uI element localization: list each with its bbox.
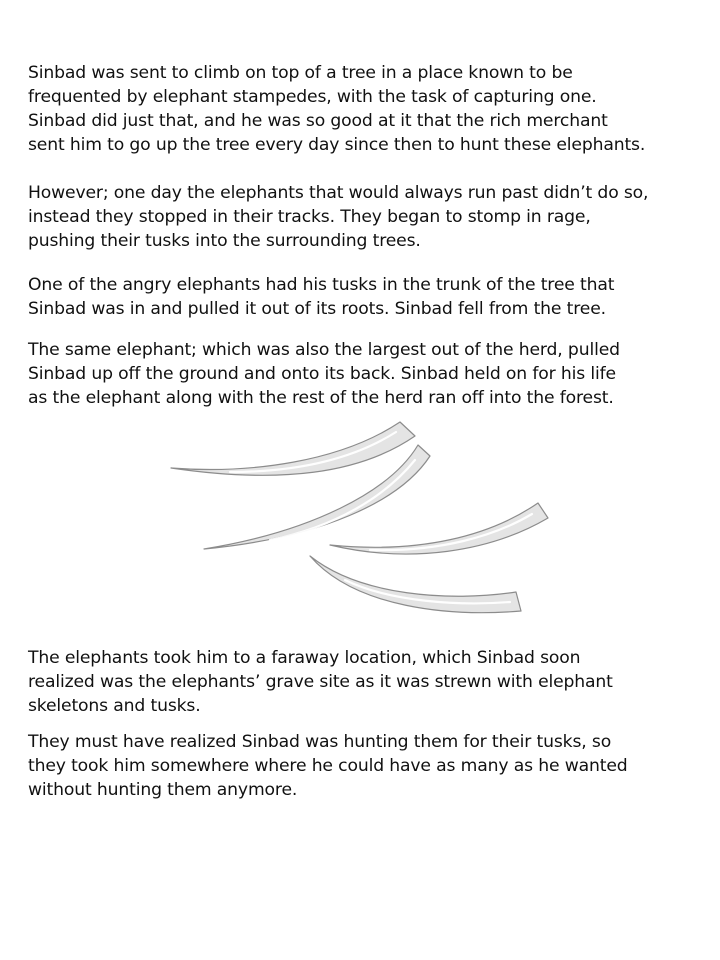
story-paragraph-6: They must have realized Sinbad was hunting them for their tusks, so they took him somewhere where he could have as many as he wanted without hunting them anymore. xyxy=(28,732,628,800)
tusk-4 xyxy=(310,556,521,613)
story-paragraph-2: However; one day the elephants that would always run past didn’t do so, instead they stopped in their tracks. They began to stomp in rage, pushing their tusks into the surrounding trees. xyxy=(28,183,649,251)
tusk-3 xyxy=(330,503,548,554)
story-paragraph-3: One of the angry elephants had his tusks in the trunk of the tree that Sinbad was in and pulled it out of its roots. Sinbad fell from the tree. xyxy=(28,275,615,319)
story-paragraph-5: The elephants took him to a faraway location, which Sinbad soon realized was the elephants’ grave site as it was strewn with elephant skeletons and tusks. xyxy=(28,648,613,716)
story-paragraph-1: Sinbad was sent to climb on top of a tree in a place known to be frequented by elephant stampedes, with the task of capturing one. Sinbad did just that, and he was so good at it that the rich merchant sent him to go up the tree every day since then to hunt these elephants. xyxy=(28,63,646,155)
story-paragraph-4: The same elephant; which was also the largest out of the herd, pulled Sinbad up off the ground and onto its back. Sinbad held on for his life as the elephant along with the rest of the herd ran off into the forest. xyxy=(28,340,620,408)
elephant-tusks-illustration xyxy=(160,412,560,626)
tusk-1 xyxy=(171,422,415,475)
